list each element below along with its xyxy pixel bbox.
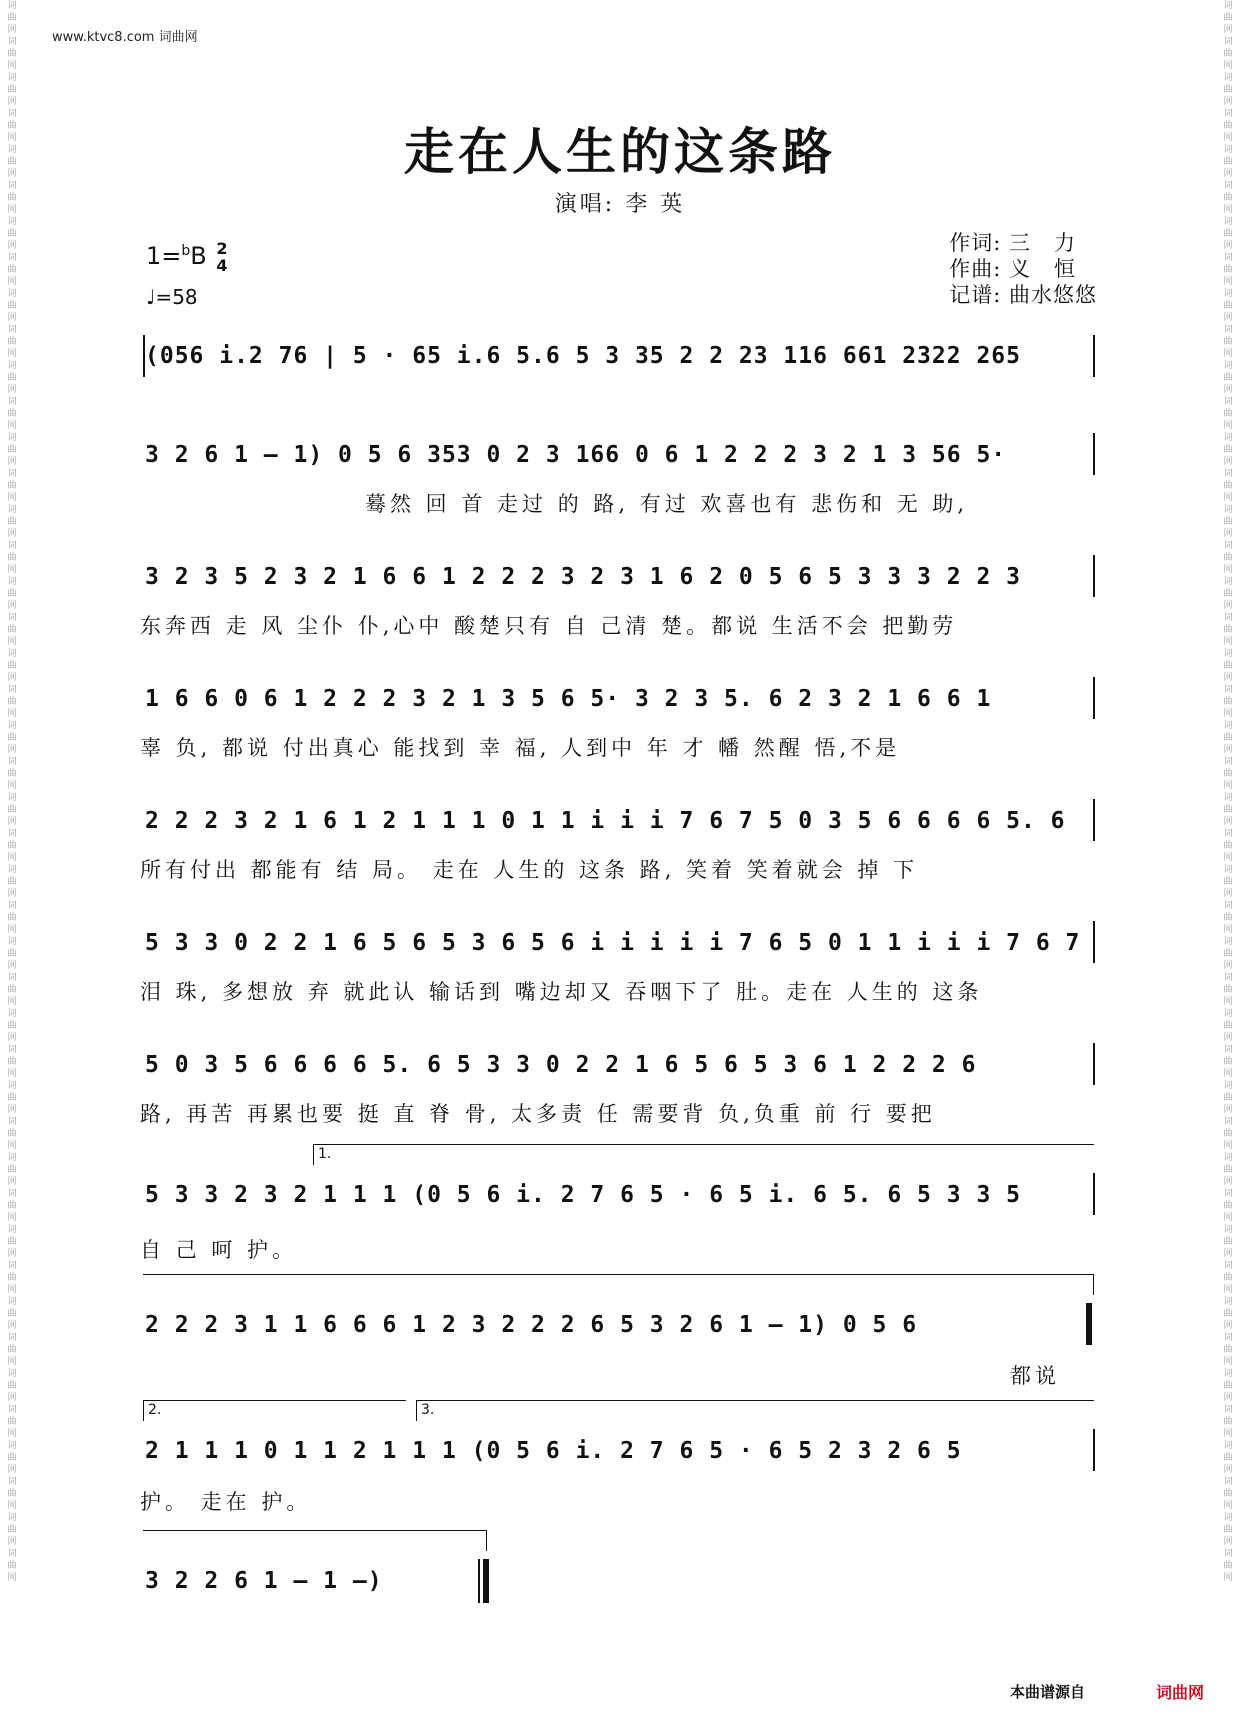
barline [1093,1173,1095,1215]
score-row-3: 3 2 3 5 2 3 2 1 6 6 1 2 2 2 3 2 3 1 6 2 0 5 6 5 3 3 3 2 2 3 [145,564,1021,590]
barline [1093,335,1095,377]
tempo-marking: ♩=58 [146,285,198,309]
time-top: 2 [216,239,228,258]
volta-label-1: 1. [318,1146,332,1162]
volta-label-2: 2. [148,1402,162,1418]
volta-bracket-2 [143,1400,406,1421]
key-prefix: 1= [146,242,182,270]
lyrics-row-5: 所有付出 都能有 结 局。 走在 人生的 这条 路, 笑着 笑着就会 掉 下 [140,858,919,882]
score-row-9: 2 2 2 3 1 1 6 6 6 1 2 3 2 2 2 6 5 3 2 6 1 – 1) 0 5 6 [145,1312,918,1338]
barline [1093,555,1095,597]
lyrics-row-10: 护。 走在 护。 [140,1490,312,1514]
lyrics-row-6: 泪 珠, 多想放 弃 就此认 输话到 嘴边却又 吞咽下了 肚。走在 人生的 这条 [140,980,983,1004]
song-title: 走在人生的这条路 [404,122,836,181]
lyrics-row-7: 路, 再苦 再累也要 挺 直 脊 骨, 太多责 任 需要背 负,负重 前 行 要把 [140,1102,936,1126]
volta-bracket-final [143,1530,487,1551]
barline [1093,1043,1095,1085]
score-row-11: 3 2 2 6 1 – 1 –) [145,1568,383,1594]
barline [1093,433,1095,475]
score-row-6: 5 3 3 0 2 2 1 6 5 6 5 3 6 5 6 i i i i i 7 6 5 0 1 1 i i i 7 6 7 [145,930,1081,956]
credits-block [949,230,1097,308]
key-note: B [190,242,207,270]
barline [1093,921,1095,963]
flat-sign: b [181,243,191,259]
key-signature [146,240,228,274]
barline [1093,677,1095,719]
site-logo[interactable]: 词曲网 [1156,1683,1205,1702]
volta-bracket-continue [143,1274,1094,1295]
lyrics-row-4: 辜 负, 都说 付出真心 能找到 幸 福, 人到中 年 才 幡 然醒 悟,不是 [140,736,901,760]
final-barline [483,1559,489,1603]
site-url[interactable]: www.ktvc8.com 词曲网 [52,30,198,45]
time-signature [216,240,227,274]
barline [1093,1429,1095,1471]
composer: 作曲: 义 恒 [949,257,1077,281]
lyrics-row-9: 都说 [1010,1364,1060,1388]
watermark-left: 词曲网词曲网词曲网词曲网词曲网词曲网词曲网词曲网词曲网词曲网词曲网词曲网词曲网词曲网词曲网词曲网词曲网词曲网词曲网词曲网词曲网词曲网词曲网词曲网词曲网词曲网词曲网词曲网词曲网词曲网词曲网词曲网词曲网词曲网词曲网词曲网词曲网词曲网词曲网词曲网词曲网词曲网词曲网词曲网 [7,1,17,1583]
volta-label-3: 3. [421,1402,435,1418]
singer-credit: 演唱: 李 英 [554,192,686,217]
score-row-10: 2 1 1 1 0 1 1 2 1 1 1 (0 5 6 i. 2 7 6 5 · 6 5 2 3 2 6 5 [145,1438,962,1464]
score-row-8: 5 3 3 2 3 2 1 1 1 (0 5 6 i. 2 7 6 5 · 6 5 i. 6 5. 6 5 3 3 5 [145,1182,1021,1208]
repeat-end-barline [1086,1303,1092,1345]
transcriber: 记谱: 曲水悠悠 [949,283,1097,307]
volta-bracket-1 [313,1144,1094,1165]
barline [1093,799,1095,841]
source-label: 本曲谱源自 [1010,1683,1086,1701]
lyricist: 作词: 三 力 [949,231,1077,255]
staff-start-bar [143,335,145,377]
score-row-1: (056 i.2 76 | 5 · 65 i.6 5.6 5 3 35 2 2 23 116 661 2322 265 [145,343,1021,369]
time-bottom: 4 [216,256,228,275]
score-row-2: 3 2 6 1 – 1) 0 5 6 353 0 2 3 166 0 6 1 2 2 2 3 2 1 3 56 5· [145,442,1007,468]
volta-bracket-3 [416,1400,1094,1421]
lyrics-row-8: 自 己 呵 护。 [140,1238,298,1262]
watermark-right: 词曲网词曲网词曲网词曲网词曲网词曲网词曲网词曲网词曲网词曲网词曲网词曲网词曲网词曲网词曲网词曲网词曲网词曲网词曲网词曲网词曲网词曲网词曲网词曲网词曲网词曲网词曲网词曲网词曲网词曲网词曲网词曲网词曲网词曲网词曲网词曲网词曲网词曲网词曲网词曲网词曲网词曲网词曲网词曲网 [1223,1,1233,1583]
lyrics-row-3: 东奔西 走 风 尘仆 仆,心中 酸楚只有 自 己清 楚。都说 生活不会 把勤劳 [140,614,958,638]
score-row-7: 5 0 3 5 6 6 6 6 5. 6 5 3 3 0 2 2 1 6 5 6 5 3 6 1 2 2 2 6 [145,1052,977,1078]
lyrics-row-2: 蓦然 回 首 走过 的 路, 有过 欢喜也有 悲伤和 无 助, [365,492,969,516]
barline [478,1559,480,1603]
score-row-5: 2 2 2 3 2 1 6 1 2 1 1 1 0 1 1 i i i 7 6 7 5 0 3 5 6 6 6 6 5. 6 [145,808,1066,834]
score-row-4: 1 6 6 0 6 1 2 2 2 3 2 1 3 5 6 5· 3 2 3 5. 6 2 3 2 1 6 6 1 [145,686,992,712]
